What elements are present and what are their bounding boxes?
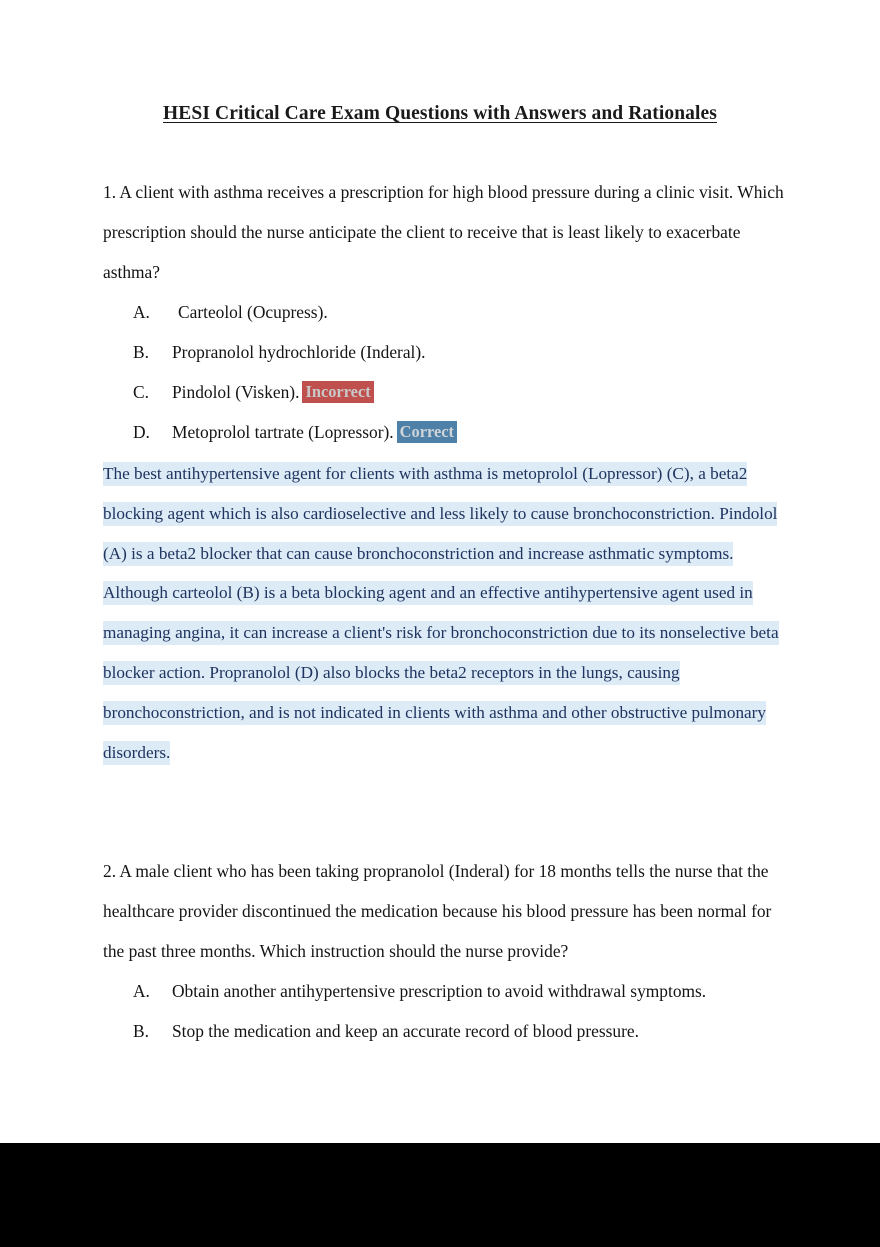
- option-letter: B.: [133, 1021, 149, 1042]
- option-label: Pindolol (Visken).: [172, 382, 300, 402]
- option-letter: D.: [133, 422, 150, 442]
- status-badge-incorrect: Incorrect: [302, 381, 373, 403]
- option-label: Obtain another antihypertensive prescription to avoid withdrawal symptoms.: [172, 981, 707, 1002]
- option-1-b[interactable]: [103, 332, 785, 372]
- option-letter: A.: [133, 981, 150, 1002]
- option-letter: B.: [133, 342, 149, 362]
- option-label: Propranolol hydrochloride (Inderal).: [172, 342, 426, 362]
- question-1-options: [103, 292, 785, 452]
- option-letter: A.: [133, 302, 150, 322]
- page-bottom-bar: [0, 1143, 880, 1247]
- option-1-c[interactable]: [103, 372, 785, 412]
- rationale-1-text: The best antihypertensive agent for clients with asthma is metoprolol (Lopressor) (C), a beta2 blocking agent which is also cardioselective and less likely to cause bronchoconstriction. Pindolol (A) is a beta2 blocker that can cause bronchoconstriction and increase asthmatic symptoms. Although carteolol (B) is a beta blocking agent and an effective antihypertensive agent used in managing angina, it can increase a client's risk for bronchoconstriction due to its nonselective beta blocker action. Propranolol (D) also blocks the beta2 receptors in the lungs, causing bronchoconstriction, and is not indicated in clients with asthma and other obstructive pulmonary disorders.: [103, 462, 779, 765]
- status-badge-correct: Correct: [397, 421, 457, 443]
- option-2-a[interactable]: [103, 971, 785, 1011]
- rationale-1: [103, 452, 785, 772]
- page-title: HESI Critical Care Exam Questions with Answers and Rationales: [163, 103, 717, 124]
- option-1-d[interactable]: [103, 412, 785, 452]
- option-1-a[interactable]: [103, 292, 785, 332]
- question-block-1: [103, 172, 785, 772]
- question-2-options: [103, 971, 785, 1051]
- question-2-text: 2. A male client who has been taking propranolol (Inderal) for 18 months tells the nurse that the healthcare provider discontinued the medication because his blood pressure has been normal for the past three months. Which instruction should the nurse provide?: [103, 861, 772, 962]
- option-label: Metoprolol tartrate (Lopressor).: [172, 422, 394, 442]
- option-2-b[interactable]: [103, 1011, 785, 1051]
- section-spacer: [103, 772, 785, 809]
- question-block-2: [103, 851, 785, 1051]
- option-letter: C.: [133, 382, 149, 402]
- document-body: [0, 172, 880, 1051]
- option-label: Stop the medication and keep an accurate record of blood pressure.: [172, 1021, 639, 1042]
- option-label: Carteolol (Ocupress).: [178, 302, 328, 322]
- question-1-text: 1. A client with asthma receives a prescription for high blood pressure during a clinic visit. Which prescription should the nurse anticipate the client to receive that is least likely to exacerbate asthma?: [103, 182, 784, 282]
